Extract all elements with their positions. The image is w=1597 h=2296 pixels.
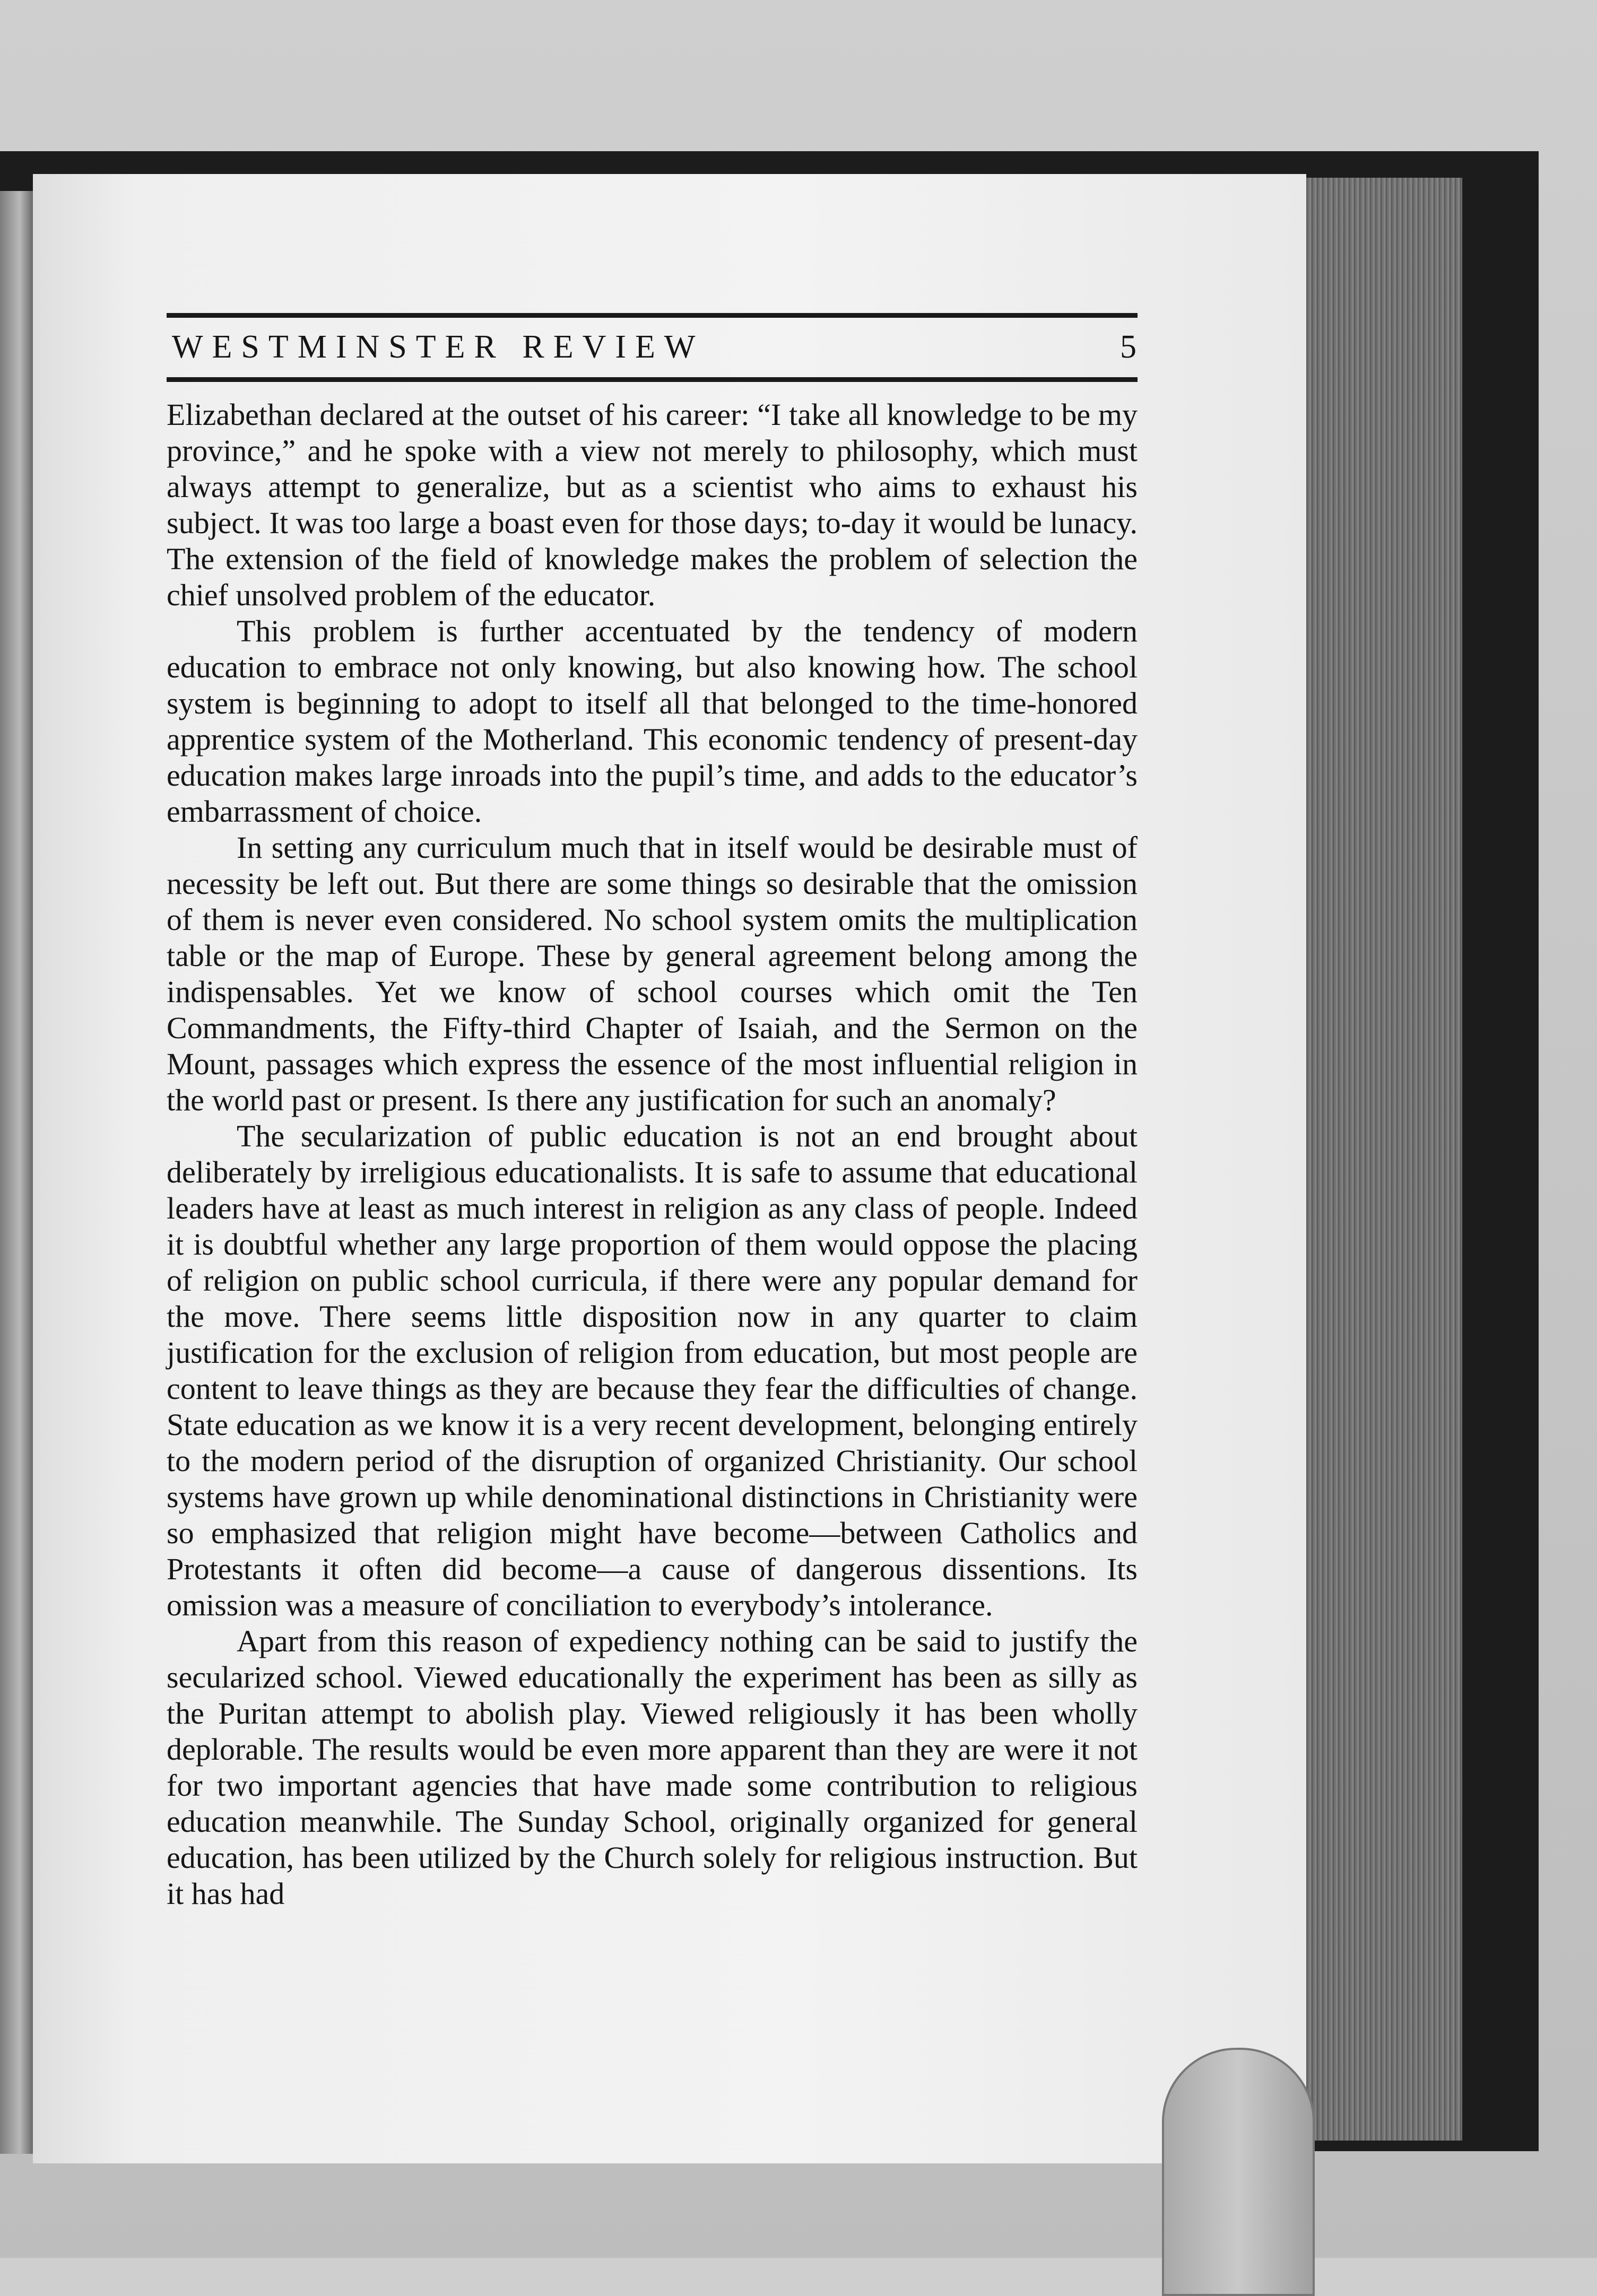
page-number: 5 [1120, 329, 1136, 365]
running-title: WESTMINSTER REVIEW [172, 329, 705, 365]
paragraph: The secularization of public education is not an end brought about deliberately by irreligious educationalists. It is safe to assume that educational leaders have at least as much interest in religion as any class of people. Indeed it is doubtful whether any large proportion of them would oppose the placing of religion on public school curricula, if there were any popular demand for the move. There seems little disposition now in any quarter to claim justification for the exclusion of religion from education, but most people are content to leave things as they are because they fear the difficulties of change. State education as we know it is a very recent development, belonging entirely to the modern period of the disruption of organized Christianity. Our school systems have grown up while denominational distinctions in Christianity were so emphasized that religion might have become—between Catholics and Protestants it often did become—a cause of dangerous dissentions. Its omission was a measure of conciliation to everybody’s intolerance. [167, 1119, 1138, 1622]
facing-page-edge [0, 191, 33, 2154]
paragraph: This problem is further accentuated by the tendency of modern education to embrace not only knowing, but also knowing how. The school system is beginning to adopt to itself all that belonged to the time-honored apprentice system of the Motherland. This economic tendency of present-day education makes large inroads into the pupil’s time, and adds to the educator’s embarrassment of choice. [167, 614, 1138, 829]
body-text [167, 397, 1138, 1912]
paragraph: Elizabethan declared at the outset of his career: “I take all knowledge to be my province,” and he spoke with a view not merely to philosophy, which must always attempt to generalize, but as a scientist who aims to exhaust his subject. It was too large a boast even for those days; to-day it would be lunacy. The extension of the field of knowledge makes the problem of selection the chief unsolved problem of the educator. [167, 397, 1138, 612]
paragraph: In setting any curriculum much that in itself would be desirable must of necessity be left out. But there are some things so desirable that the omission of them is never even considered. No school system omits the multiplication table or the map of Europe. These by general agreement belong among the indispensables. Yet we know of school courses which omit the Ten Commandments, the Fifty-third Chapter of Isaiah, and the Sermon on the Mount, passages which express the essence of the most influential religion in the world past or present. Is there any justification for such an anomaly? [167, 830, 1138, 1117]
bookmark [1162, 2048, 1315, 2296]
book-page [33, 174, 1306, 2163]
running-head [167, 313, 1138, 382]
page-edges [1284, 178, 1462, 2141]
paragraph: Apart from this reason of expediency nothing can be said to justify the secularized school. Viewed educationally the experiment has been as silly as the Puritan attempt to abolish play. Viewed religiously it has been wholly deplorable. The results would be even more apparent than they are were it not for two important agencies that have made some contribution to religious education meanwhile. The Sunday School, originally organized for general education, has been utilized by the Church solely for religious instruction. But it has had [167, 1624, 1138, 1911]
